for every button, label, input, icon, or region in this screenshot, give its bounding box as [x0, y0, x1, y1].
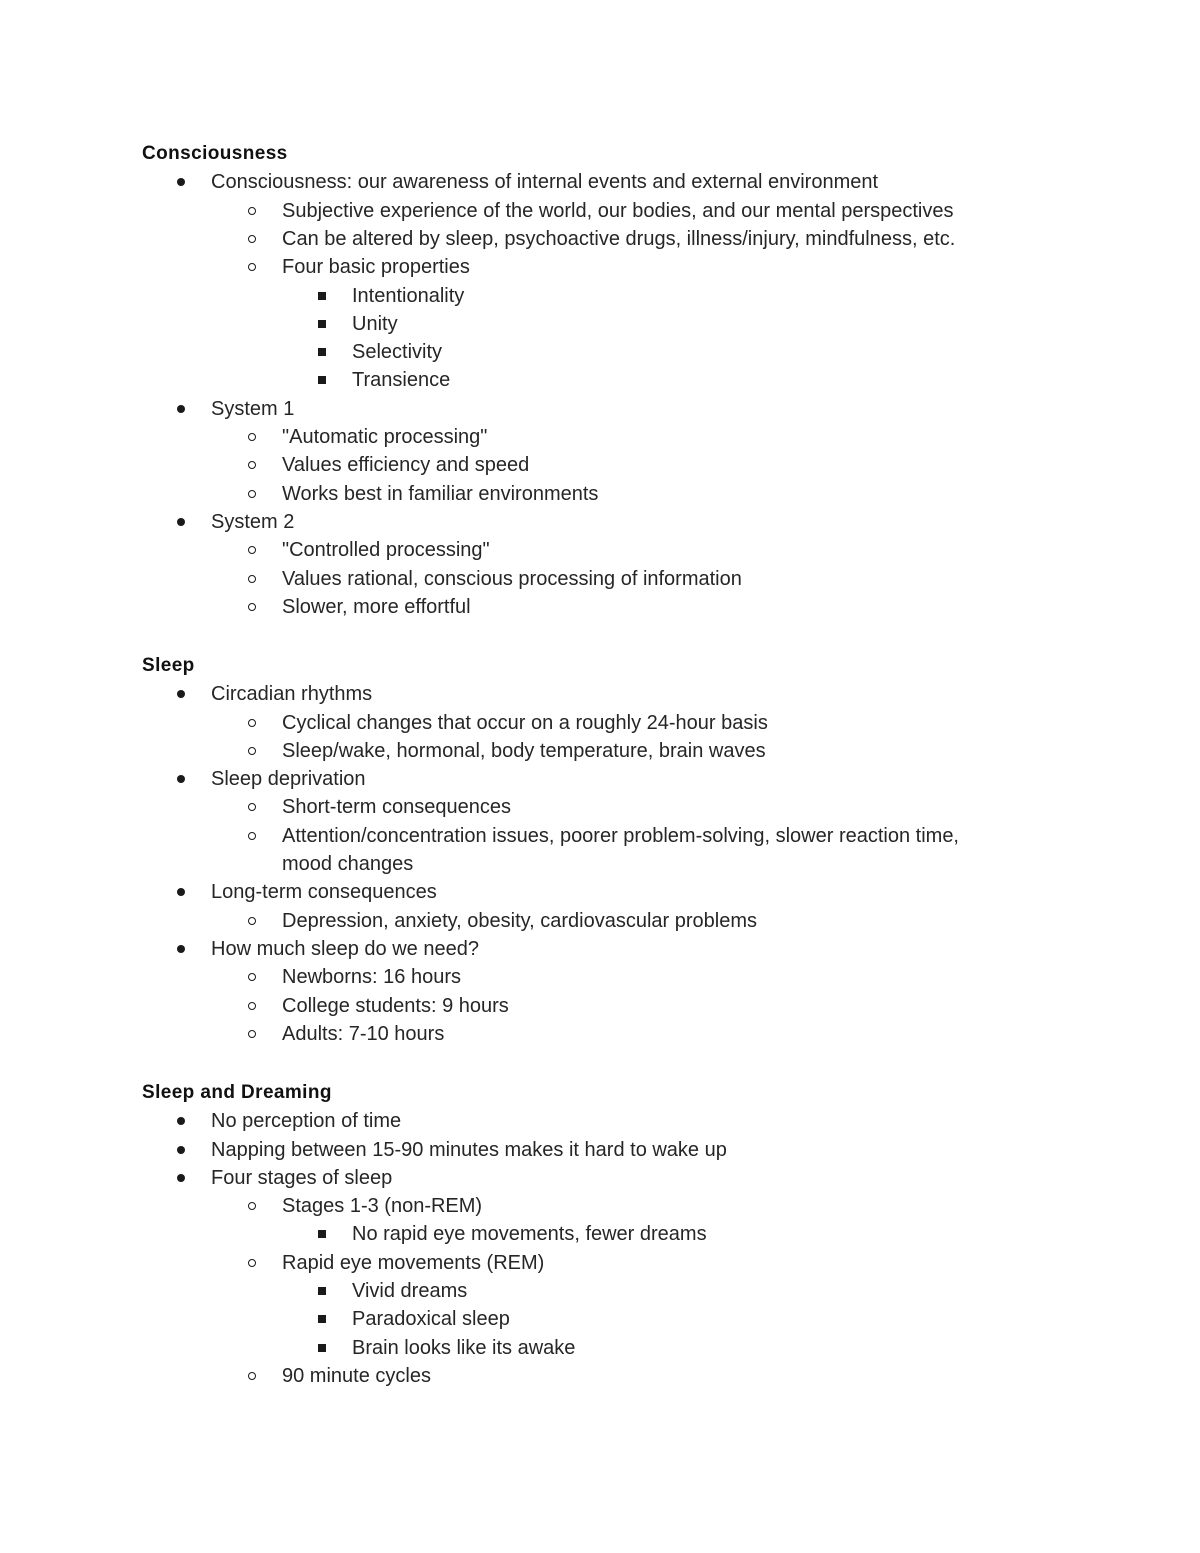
list-item-text: mood changes	[282, 853, 414, 875]
bullet-dot-icon	[175, 765, 187, 793]
bullet-circle-icon	[246, 197, 258, 225]
list-item	[211, 1107, 401, 1135]
bullet-square-icon	[316, 366, 328, 394]
list-item-text: Long-term consequences	[211, 881, 437, 903]
list-item	[352, 1305, 510, 1333]
list-item	[282, 451, 529, 479]
list-item-text: Transience	[352, 369, 451, 391]
bullet-circle-icon	[246, 1362, 258, 1390]
list-item	[282, 1362, 431, 1390]
bullet-dot-icon	[175, 168, 187, 196]
bullet-circle-icon	[246, 480, 258, 508]
list-item	[282, 593, 471, 621]
list-item-text: Intentionality	[352, 285, 465, 307]
list-item	[282, 480, 598, 508]
bullet-circle-icon	[246, 822, 258, 850]
list-item	[282, 1192, 482, 1220]
bullet-dot-icon	[175, 1136, 187, 1164]
bullet-square-icon	[316, 1305, 328, 1333]
list-item	[211, 878, 437, 906]
list-item	[282, 1020, 444, 1048]
list-item	[282, 822, 959, 850]
bullet-circle-icon	[246, 793, 258, 821]
list-item-text: No rapid eye movements, fewer dreams	[352, 1223, 707, 1245]
list-item-text: "Automatic processing"	[282, 426, 488, 448]
list-item-text: Stages 1-3 (non-REM)	[282, 1195, 483, 1217]
list-item-text: College students: 9 hours	[282, 995, 509, 1017]
list-item-text: Paradoxical sleep	[352, 1308, 510, 1330]
bullet-circle-icon	[246, 253, 258, 281]
list-item	[211, 508, 294, 536]
bullet-circle-icon	[246, 1020, 258, 1048]
list-item-text: Sleep/wake, hormonal, body temperature, brain waves	[282, 740, 766, 762]
list-item-text: Circadian rhythms	[211, 683, 373, 705]
bullet-dot-icon	[175, 1107, 187, 1135]
bullet-square-icon	[316, 282, 328, 310]
list-item	[211, 680, 372, 708]
list-item	[282, 709, 768, 737]
list-item-text: Adults: 7-10 hours	[282, 1023, 445, 1045]
list-item	[352, 1277, 467, 1305]
list-item	[211, 1164, 392, 1192]
list-item-text: Sleep deprivation	[211, 768, 366, 790]
list-item-text: Subjective experience of the world, our bodies, and our mental perspectives	[282, 200, 954, 222]
list-item	[352, 338, 442, 366]
list-item-text: System 2	[211, 511, 295, 533]
list-item-text: Values efficiency and speed	[282, 454, 530, 476]
list-item-text: Works best in familiar environments	[282, 483, 599, 505]
bullet-square-icon	[316, 1220, 328, 1248]
list-item-text: Slower, more effortful	[282, 596, 471, 618]
bullet-circle-icon	[246, 1192, 258, 1220]
list-item-text: Four stages of sleep	[211, 1167, 393, 1189]
list-item-text: Attention/concentration issues, poorer problem-solving, slower reaction time,	[282, 825, 959, 847]
list-item	[282, 565, 742, 593]
list-item	[352, 310, 398, 338]
list-item-text: No perception of time	[211, 1110, 402, 1132]
list-item	[352, 1220, 707, 1248]
list-item	[282, 225, 955, 253]
bullet-dot-icon	[175, 680, 187, 708]
list-item-text: Brain looks like its awake	[352, 1337, 576, 1359]
list-item	[282, 737, 766, 765]
bullet-circle-icon	[246, 565, 258, 593]
bullet-circle-icon	[246, 1249, 258, 1277]
list-item-text: Selectivity	[352, 341, 443, 363]
bullet-circle-icon	[246, 907, 258, 935]
bullet-circle-icon	[246, 737, 258, 765]
list-item	[352, 1334, 575, 1362]
bullet-square-icon	[316, 1334, 328, 1362]
list-item	[282, 253, 470, 281]
list-item-text: How much sleep do we need?	[211, 938, 479, 960]
bullet-dot-icon	[175, 395, 187, 423]
bullet-circle-icon	[246, 536, 258, 564]
bullet-circle-icon	[246, 709, 258, 737]
list-item	[282, 793, 511, 821]
list-item-text: 90 minute cycles	[282, 1365, 431, 1387]
list-item-text: Can be altered by sleep, psychoactive drugs, illness/injury, mindfulness, etc.	[282, 228, 956, 250]
list-item	[352, 366, 450, 394]
bullet-square-icon	[316, 1277, 328, 1305]
bullet-square-icon	[316, 338, 328, 366]
list-item	[282, 907, 757, 935]
section-heading: Consciousness	[142, 143, 288, 164]
list-item-text: "Controlled processing"	[282, 539, 490, 561]
list-item	[282, 536, 490, 564]
section-heading: Sleep and Dreaming	[142, 1082, 332, 1103]
list-item-text: System 1	[211, 398, 295, 420]
bullet-circle-icon	[246, 423, 258, 451]
bullet-circle-icon	[246, 963, 258, 991]
bullet-circle-icon	[246, 225, 258, 253]
list-item	[352, 282, 464, 310]
list-item	[211, 1136, 727, 1164]
list-item	[211, 765, 366, 793]
bullet-circle-icon	[246, 451, 258, 479]
bullet-dot-icon	[175, 935, 187, 963]
bullet-dot-icon	[175, 1164, 187, 1192]
list-item	[282, 197, 954, 225]
list-item	[282, 963, 461, 991]
list-item	[282, 992, 509, 1020]
list-item-text: Four basic properties	[282, 256, 470, 278]
bullet-circle-icon	[246, 593, 258, 621]
bullet-dot-icon	[175, 878, 187, 906]
list-item-text: Rapid eye movements (REM)	[282, 1252, 545, 1274]
list-item-text: Napping between 15-90 minutes makes it hard to wake up	[211, 1139, 727, 1161]
list-item	[282, 850, 413, 878]
list-item-text: Vivid dreams	[352, 1280, 468, 1302]
list-item	[211, 395, 294, 423]
list-item-text: Cyclical changes that occur on a roughly 24-hour basis	[282, 712, 768, 734]
list-item	[282, 423, 487, 451]
list-item	[211, 168, 878, 196]
section-heading: Sleep	[142, 655, 195, 676]
list-item-text: Depression, anxiety, obesity, cardiovascular problems	[282, 910, 758, 932]
list-item-text: Consciousness: our awareness of internal events and external environment	[211, 171, 879, 193]
bullet-square-icon	[316, 310, 328, 338]
bullet-dot-icon	[175, 508, 187, 536]
list-item-text: Short-term consequences	[282, 796, 512, 818]
bullet-circle-icon	[246, 992, 258, 1020]
list-item-text: Unity	[352, 313, 398, 335]
list-item	[211, 935, 479, 963]
list-item-text: Newborns: 16 hours	[282, 966, 461, 988]
list-item	[282, 1249, 544, 1277]
list-item-text: Values rational, conscious processing of information	[282, 568, 742, 590]
